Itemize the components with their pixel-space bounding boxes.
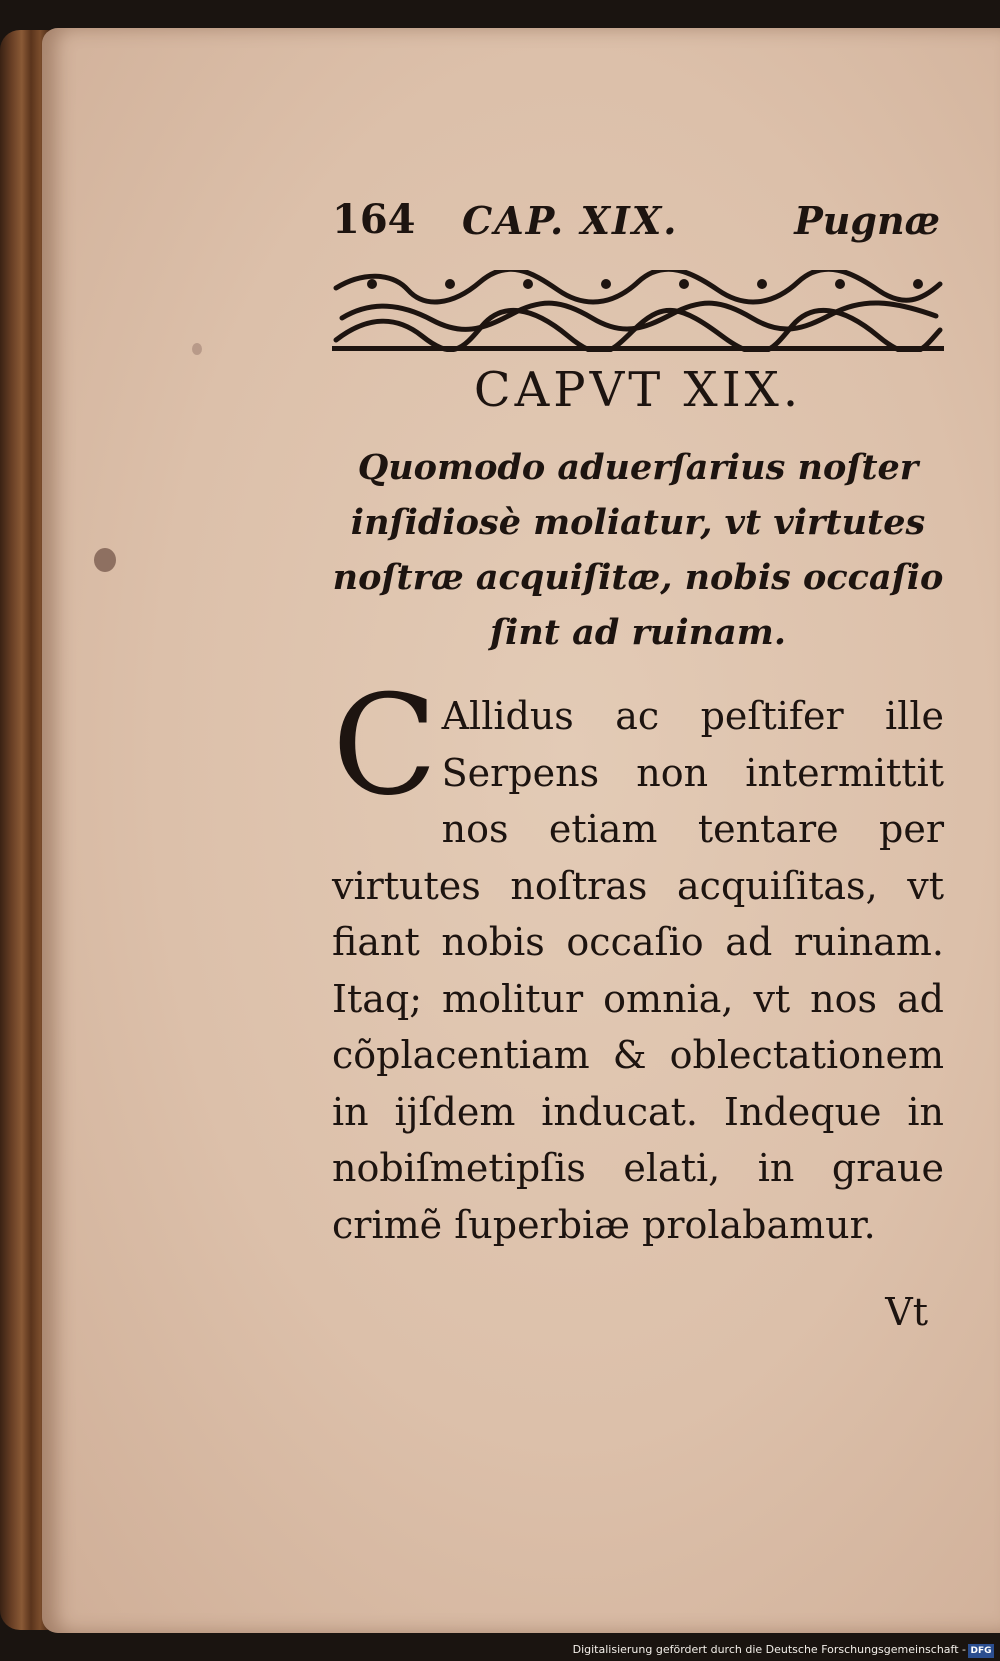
drop-cap-initial: C	[332, 665, 438, 826]
chapter-summary: Quomodo aduerſarius noſter inſidiosè moliatur, vt virtutes noſtræ acquiſitæ, nobis occaſio ſint ad ruinam.	[332, 447, 944, 653]
chapter-heading: CAPVT XIX.	[473, 362, 803, 418]
body-paragraph: Allidus ac peſtifer ille Serpens non intermittit nos etiam tentare per virtutes noſtras acquiſitas, vt fiant nobis occaſio ad ruinam. Itaq; molitur omnia, vt nos ad cõplacentiam & oblectationem in ijſdem inducat. Indeque in nobiſmetipſis elati, in graue crimẽ ſuperbiæ prolabamur.	[332, 694, 944, 1247]
digitization-credit: Digitalisierung gefördert durch die Deutsche Forschungsgemeinschaft -	[572, 1643, 966, 1656]
ink-stain	[192, 343, 202, 355]
chapter-body	[332, 665, 944, 1253]
running-head	[332, 196, 942, 256]
running-chapter: CAP. XIX.	[462, 198, 679, 243]
running-title: Pugnæ	[794, 198, 940, 243]
ornament-band	[332, 270, 944, 352]
page-number: 164	[332, 196, 416, 243]
catchword: Vt	[885, 1290, 928, 1334]
ink-stain	[94, 548, 116, 572]
dfg-logo: DFG	[968, 1644, 994, 1658]
